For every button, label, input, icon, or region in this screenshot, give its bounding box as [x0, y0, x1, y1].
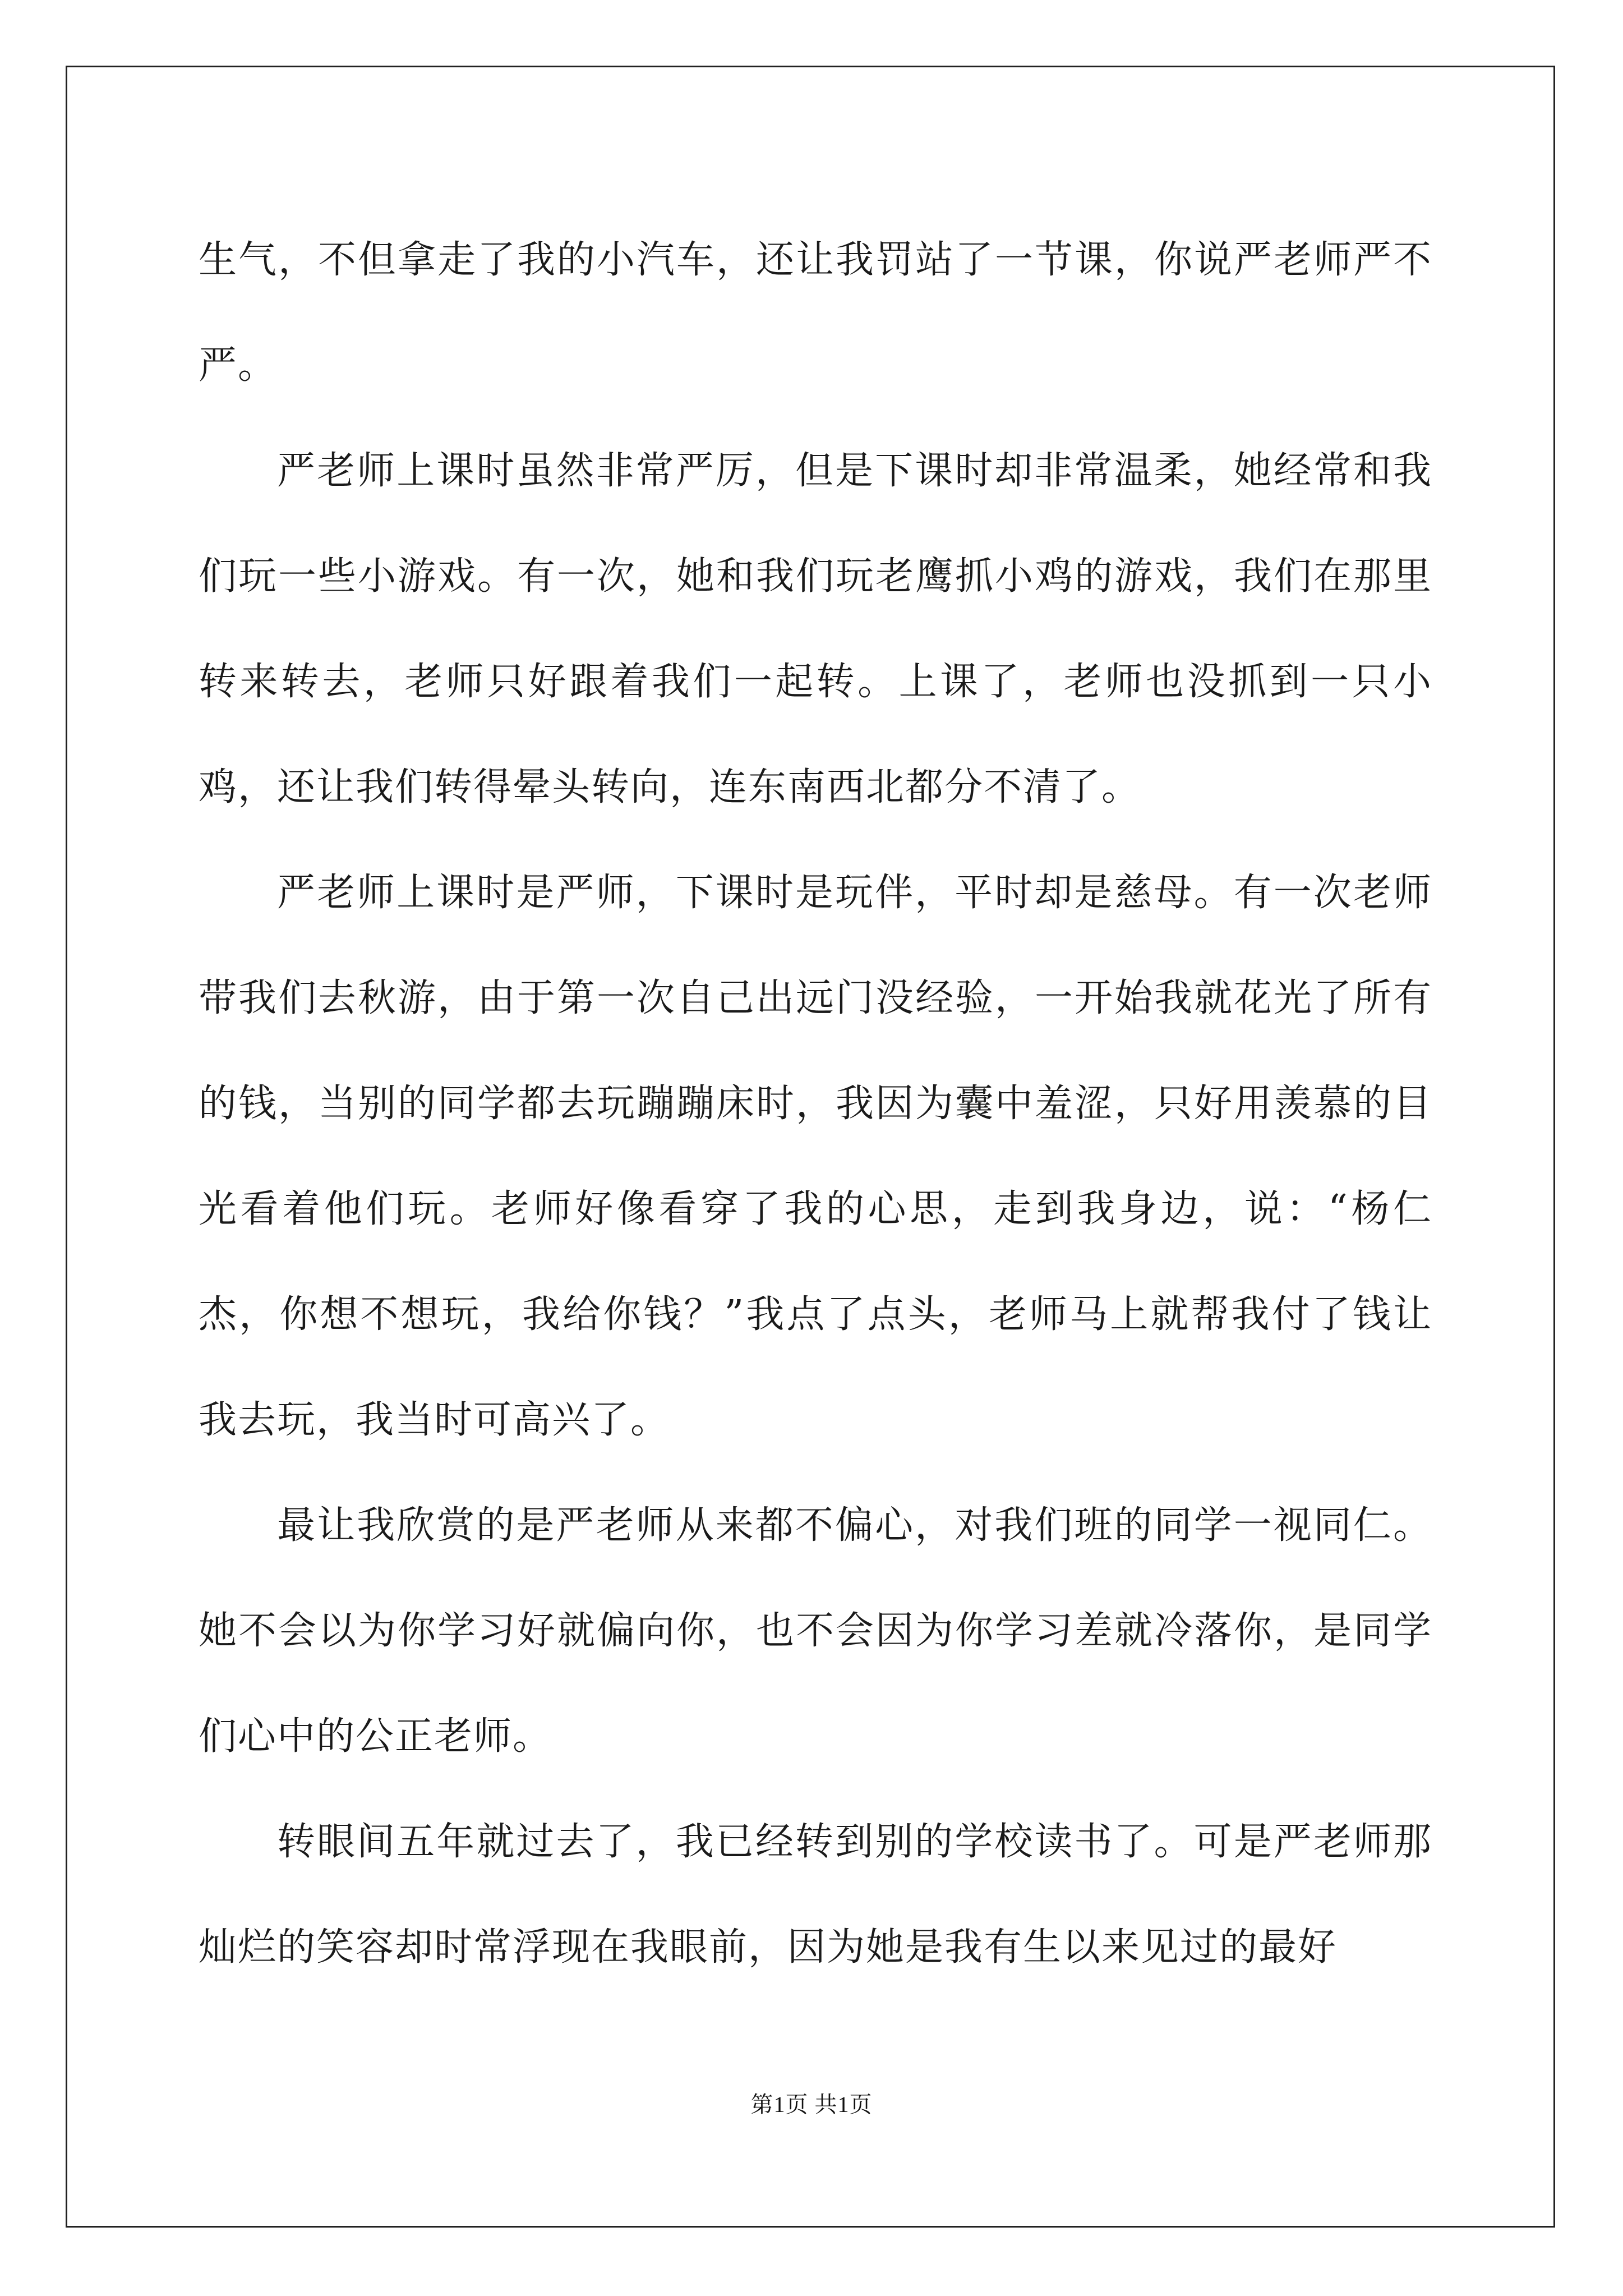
paragraph-4: 最让我欣赏的是严老师从来都不偏心，对我们班的同学一视同仁。她不会以为你学习好就偏向你，也不会因为你学习差就冷落你，是同学们心中的公正老师。	[199, 1503, 1432, 1759]
paragraph-1: 生气，不但拿走了我的小汽车，还让我罚站了一节课，你说严老师严不严。	[199, 238, 1432, 388]
paragraph-5: 转眼间五年就过去了，我已经转到别的学校读书了。可是严老师那灿烂的笑容却时常浮现在我眼前，因为她是我有生以来见过的最好	[199, 1820, 1432, 1970]
paragraph-2: 严老师上课时虽然非常严厉，但是下课时却非常温柔，她经常和我们玩一些小游戏。有一次，她和我们玩老鹰抓小鸡的游戏，我们在那里转来转去，老师只好跟着我们一起转。上课了，老师也没抓到一只小鸡，还让我们转得晕头转向，连东南西北都分不清了。	[199, 449, 1432, 809]
page-number-footer: 第1页 共1页	[750, 2092, 873, 2117]
paragraph-3: 严老师上课时是严师，下课时是玩伴，平时却是慈母。有一次老师带我们去秋游，由于第一次自己出远门没经验，一开始我就花光了所有的钱，当别的同学都去玩蹦蹦床时，我因为囊中羞涩，只好用羡慕的目光看着他们玩。老师好像看穿了我的心思，走到我身边，说：“杨仁杰，你想不想玩，我给你钱？”我点了点头，老师马上就帮我付了钱让我去玩，我当时可高兴了。	[199, 871, 1432, 1442]
document-body	[199, 208, 1432, 2000]
